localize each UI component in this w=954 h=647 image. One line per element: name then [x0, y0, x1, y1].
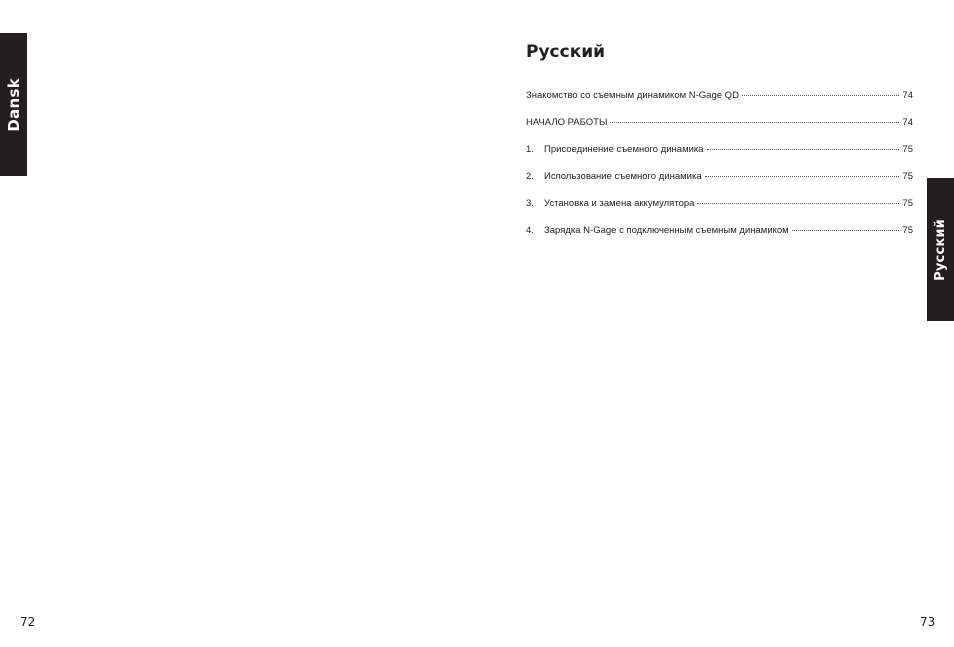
toc-entry-page: 75: [902, 171, 913, 182]
toc-entry-number: 4.: [526, 225, 534, 236]
toc-entry[interactable]: [526, 225, 913, 252]
toc-dot-leader: [697, 203, 899, 204]
toc-dot-leader: [610, 122, 899, 123]
toc-entry-number: 1.: [526, 144, 534, 155]
toc-dot-leader: [792, 230, 900, 231]
toc-entry[interactable]: [526, 144, 913, 171]
toc-entry-page: 75: [902, 198, 913, 209]
toc-entry-title: Установка и замена аккумулятора: [544, 198, 695, 209]
toc-entry-title: Знакомство со съемным динамиком N-Gage QD: [526, 90, 739, 101]
toc-entry-page: 74: [902, 117, 913, 128]
page-number-left: 72: [20, 615, 36, 629]
language-tab-russian: [927, 178, 954, 321]
toc-entry-page: 75: [902, 225, 913, 236]
toc-entry-title: Присоединение съемного динамика: [544, 144, 704, 155]
section-title: Русский: [526, 42, 606, 62]
toc-entry-page: 75: [902, 144, 913, 155]
toc-entry-title: Использование съемного динамика: [544, 171, 702, 182]
toc-dot-leader: [705, 176, 900, 177]
toc-entry-page: 74: [902, 90, 913, 101]
language-tab-dansk: [0, 33, 27, 176]
toc-entry-number: 3.: [526, 198, 534, 209]
toc-dot-leader: [707, 149, 900, 150]
language-tab-label: Dansk: [4, 77, 23, 132]
toc-entry[interactable]: [526, 90, 913, 117]
page-number-right: 73: [920, 615, 936, 629]
toc-dot-leader: [742, 95, 899, 96]
table-of-contents: [526, 90, 913, 252]
toc-entry-title: НАЧАЛО РАБОТЫ: [526, 117, 608, 128]
toc-entry[interactable]: [526, 198, 913, 225]
toc-entry-number: 2.: [526, 171, 534, 182]
toc-entry[interactable]: [526, 117, 913, 144]
toc-entry[interactable]: [526, 171, 913, 198]
toc-entry-title: Зарядка N-Gage с подключенным съемным динамиком: [544, 225, 789, 236]
language-tab-label: Русский: [933, 218, 948, 281]
